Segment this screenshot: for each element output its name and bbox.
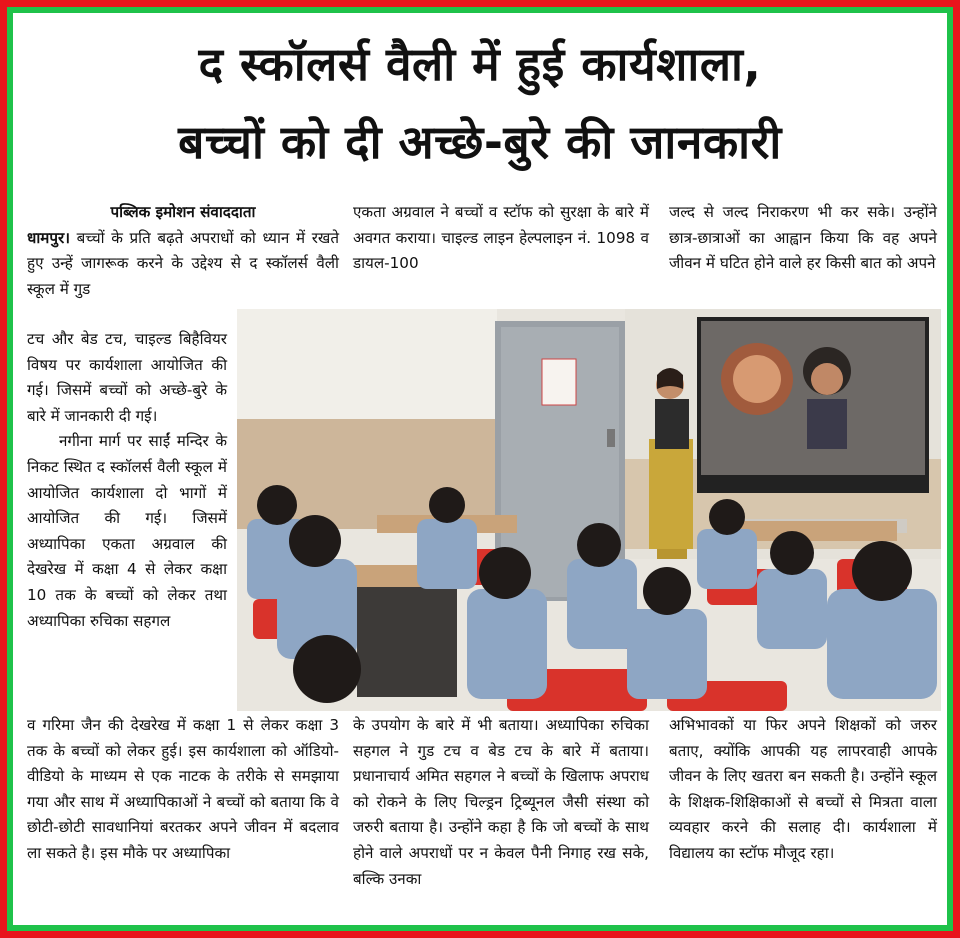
column-1-bottom-text: व गरिमा जैन की देखरेख में कक्षा 1 से लेकर कक्षा 3 तक के बच्चों को लेकर हुई। इस कार्यशाला को ऑडियो-वीडियो के माध्यम से एक नाटक के तरीके से समझाया गया और साथ में अध्यापिकाओं ने बच्चों को बताया कि वे छोटी-छोटी सावधानियां बरतकर अपने जीवन में बदलाव ला सकते है। इस मौके पर अध्यापिका	[27, 716, 339, 862]
column-2-bottom	[353, 713, 649, 892]
column-3-top	[669, 200, 937, 277]
column-2-top	[353, 200, 649, 277]
column-1-top	[27, 200, 339, 302]
column-1-bottom	[27, 713, 339, 867]
column-3-top-text: जल्द से जल्द निराकरण भी कर सके। उन्होंने छात्र-छात्राओं का आह्वान किया कि वह अपने जीवन में घटित होने वाले हर किसी बात को अपने	[669, 203, 937, 273]
headline-line-2: बच्चों को दी अच्छे-बुरे की जानकारी	[178, 115, 782, 169]
column-1-paragraph-2: नगीना मार्ग पर साईं मन्दिर के निकट स्थित द स्कॉलर्स वैली स्कूल में आयोजित कार्यशाला दो भागों में आयोजित की गई। जिसमें अध्यापिका एकता अग्रवाल की देखरेख में कक्षा 4 से लेकर कक्षा 10 तक के बच्चों को लेकर तथा अध्यापिका रुचिका सहगल	[27, 432, 227, 630]
column-3-bottom	[669, 713, 937, 867]
headline-line-1: द स्कॉलर्स वैली में हुई कार्यशाला,	[198, 37, 762, 91]
column-2-bottom-text: के उपयोग के बारे में भी बताया। अध्यापिका रुचिका सहगल ने गुड टच व बेड टच के बारे में बताया। प्रधानाचार्य अमित सहगल ने बच्चों के खिलाफ अपराध को रोकने के लिए चिल्ड्रन ट्रिब्यूनल जैसी संस्था को जरुरी बताया है। उन्होंने कहा है कि जो बच्चों के साथ होने वाले अपराधों पर न केवल पैनी निगाह रख सके, बल्कि उनका	[353, 716, 649, 888]
column-1-narrow	[27, 327, 227, 634]
newspaper-clipping	[13, 13, 947, 925]
byline: पब्लिक इमोशन संवाददाता	[110, 203, 256, 221]
column-1-top-text: बच्चों के प्रति बढ़ते अपराधों को ध्यान में रखते हुए उन्हें जागरूक करने के उद्देश्य से द स्कॉलर्स वैली स्कूल में गुड	[27, 228, 339, 298]
column-3-bottom-text: अभिभावकों या फिर अपने शिक्षकों को जरुर बताए, क्योंकि आपकी यह लापरवाही आपके जीवन के लिए खतरा बन सकती है। उन्होंने स्कूल के शिक्षक-शिक्षिकाओं से बच्चों से मित्रता वाला व्यवहार करने की सलाह दी। कार्यशाला में विद्यालय का स्टॉफ मौजूद रहा।	[669, 716, 937, 862]
classroom-photo	[237, 309, 941, 711]
column-2-top-text: एकता अग्रवाल ने बच्चों व स्टॉफ को सुरक्षा के बारे में अवगत कराया। चाइल्ड लाइन हेल्पलाइन नं. 1098 व डायल-100	[353, 203, 649, 273]
dateline: धामपुर।	[27, 228, 70, 247]
column-1-paragraph-1: टच और बेड टच, चाइल्ड बिहैवियर विषय पर कार्यशाला आयोजित की गई। जिसमें बच्चों को अच्छे-बुरे के बारे में जानकारी दी गई।	[27, 330, 227, 425]
